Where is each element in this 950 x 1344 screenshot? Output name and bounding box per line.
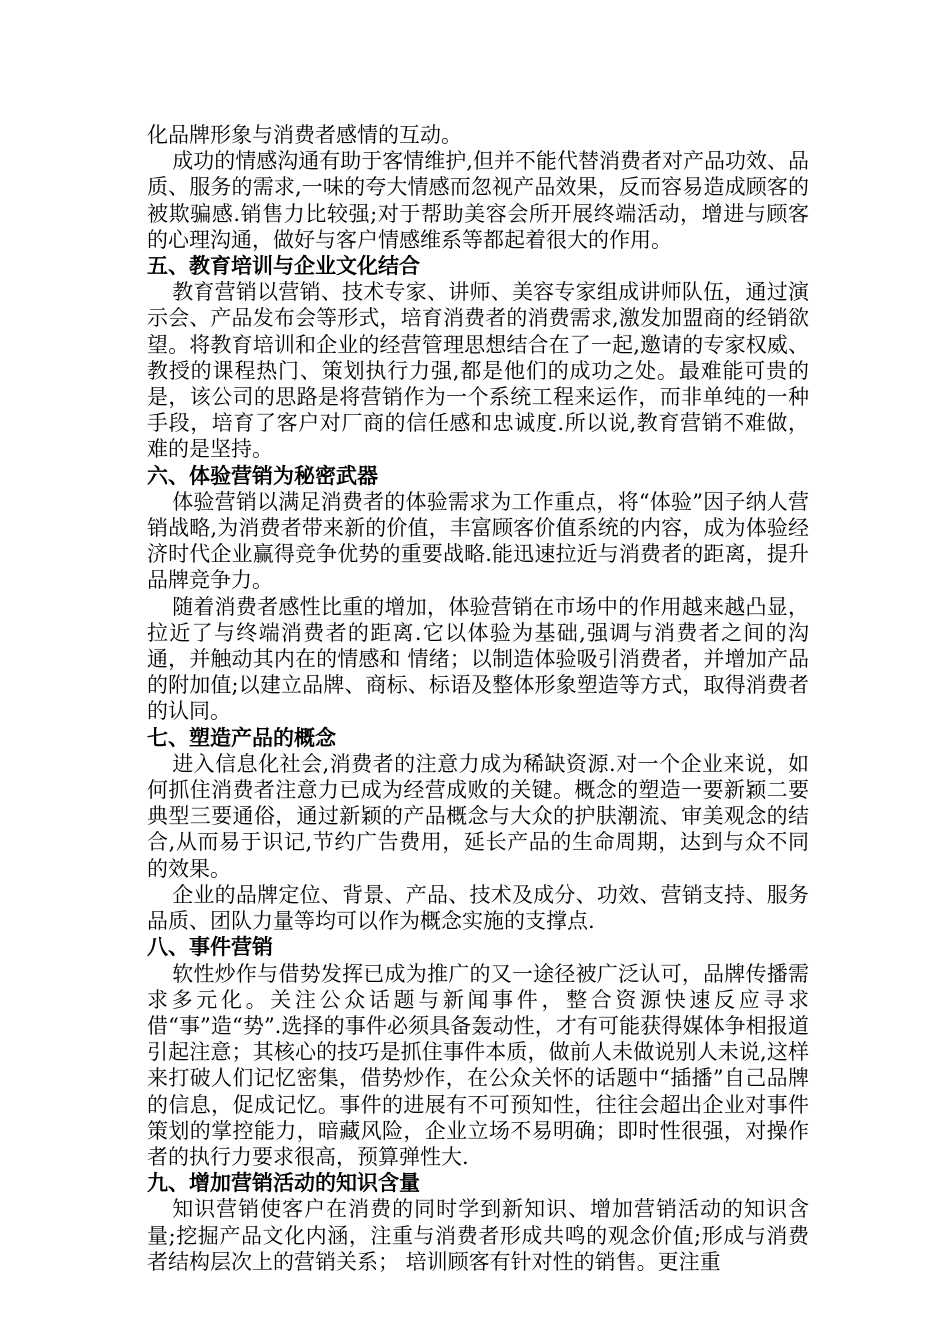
paragraph-product-concept-2: 企业的品牌定位、背景、产品、技术及成分、功效、营销支持、服务品质、团队力量等均可以作为概念实施的支撑点. — [147, 882, 809, 934]
paragraph-experience-marketing-2: 随着消费者感性比重的增加，体验营销在市场中的作用越来越凸显，拉近了与终端消费者的距离.它以体验为基础,强调与消费者之间的沟通，并触动其内在的情感和 情绪；以制造体验吸引消费者，并增加产品的附加值;以建立品牌、商标、标语及整体形象塑造等方式，取得消费者的认同。 — [147, 594, 809, 724]
heading-section-7: 七、塑造产品的概念 — [147, 724, 336, 750]
paragraph-product-concept: 进入信息化社会,消费者的注意力成为稀缺资源.对一个企业来说，如何抓住消费者注意力已成为经营成败的关键。概念的塑造一要新颖二要典型三要通俗，通过新颖的产品概念与大众的护肤潮流、审美观念的结合,从而易于识记,节约广告费用，延长产品的生命周期，达到与众不同的效果。 — [147, 751, 809, 881]
paragraph-education-marketing: 教育营销以营销、技术专家、讲师、美容专家组成讲师队伍，通过演示会、产品发布会等形式，培育消费者的消费需求,激发加盟商的经销欲望。将教育培训和企业的经营管理思想结合在了一起,邀请的专家权威、教授的课程热门、策划执行力强,都是他们的成功之处。最难能可贵的是，该公司的思路是将营销作为一个系统工程来运作，而非单纯的一种手段，培育了客户对厂商的信任感和忠诚度.所以说,教育营销不难做，难的是坚持。 — [147, 280, 809, 462]
paragraph-continued: 化品牌形象与消费者感情的互动。 — [147, 123, 462, 147]
heading-section-6: 六、体验营销为秘密武器 — [147, 462, 378, 488]
paragraph-emotional-communication: 成功的情感沟通有助于客情维护,但并不能代替消费者对产品功效、品质、服务的需求,一味的夸大情感而忽视产品效果，反而容易造成顾客的被欺骗感.销售力比较强;对于帮助美容会所开展终端活动，增进与顾客的心理沟通，做好与客户情感维系等都起着很大的作用。 — [147, 149, 809, 252]
document-page — [147, 122, 809, 1275]
paragraph-experience-marketing: 体验营销以满足消费者的体验需求为工作重点，将“体验”因子纳人营销战略,为消费者带来新的价值，丰富顾客价值系统的内容，成为体验经济时代企业赢得竞争优势的重要战略.能迅速拉近与消费者的距离，提升品牌竞争力。 — [147, 489, 809, 593]
paragraph-knowledge-marketing: 知识营销使客户在消费的同时学到新知识、增加营销活动的知识含量;挖掘产品文化内涵，注重与消费者形成共鸣的观念价值;形成与消费者结构层次上的营销关系； 培训顾客有针对性的销售。更注重 — [147, 1197, 809, 1274]
heading-section-5: 五、教育培训与企业文化结合 — [147, 253, 420, 279]
heading-section-8: 八、事件营销 — [147, 934, 273, 960]
heading-section-9: 九、增加营销活动的知识含量 — [147, 1170, 420, 1196]
paragraph-event-marketing: 软性炒作与借势发挥已成为推广的又一途径被广泛认可，品牌传播需求多元化。关注公众话题与新闻事件，整合资源快速反应寻求借“事”造“势”.选择的事件必须具备轰动性，才有可能获得媒体争相报道引起注意；其核心的技巧是抓住事件本质，做前人未做说别人未说,这样来打破人们记忆密集，借势炒作，在公众关怀的话题中“插播”自己品牌的信息，促成记忆。事件的进展有不可预知性，往往会超出企业对事件策划的掌控能力，暗藏风险，企业立场不易明确；即时性很强，对操作者的执行力要求很高，预算弹性大. — [147, 961, 809, 1169]
